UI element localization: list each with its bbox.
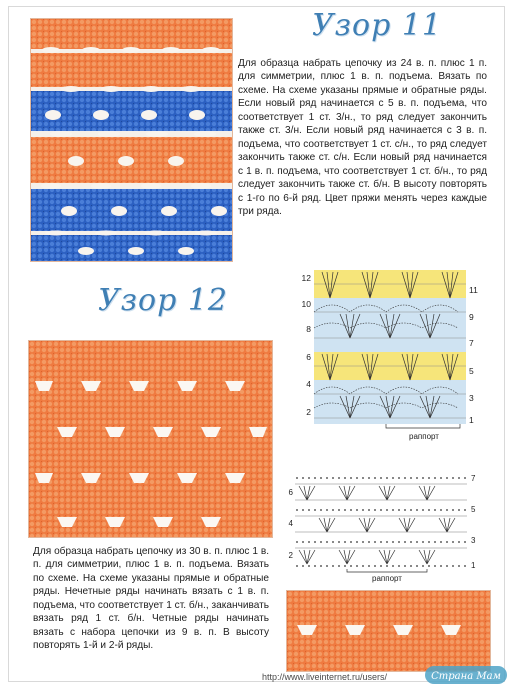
chart-11-row-9: 9: [469, 312, 474, 322]
chart-12-row-2: 2: [288, 551, 293, 560]
chart-11-row-5: 5: [469, 366, 474, 376]
chart-11-row-4: 4: [306, 379, 311, 389]
pattern-12-detail-photo: [286, 590, 491, 672]
chart-12-row-1: 1: [471, 561, 476, 570]
chart-12-row-4: 4: [288, 519, 293, 528]
pattern-11-photo: [30, 18, 233, 262]
site-watermark-logo: [425, 664, 507, 686]
chart-11-row-12: 12: [301, 273, 311, 283]
chart-11-row-10: 10: [301, 299, 311, 309]
pattern-11-title: Узор 11: [312, 8, 443, 43]
chart-12-row-6: 6: [288, 488, 293, 497]
pattern-11-instructions: Для образца набрать цепочку из 24 в. п. плюс 1 п. для симметрии, плюс 1 в. п. подъема. Вязать по схеме. На схеме указаны прямые и обратные ряды. Если новый ряд начинается с 5 в. п. подъема, что соответствует 1 ст. 3/н., то ряд следует закончить также ст. 3/н. Если новый ряд начинается с 3 в. п. подъема, что соответствует 1 ст. с/н., то ряд следует закончить также ст. с/н. Если новый ряд начинается с 1 в. п. подъема, что соответствует 1 ст. б/н., то ряд следует закончить также ст. б/н. В высоту повторять с 1-го по 6-й ряд. Цвет пряжи менять через каждые три ряда.: [238, 58, 487, 217]
chart-11-row-3: 3: [469, 393, 474, 403]
watermark-text: Страна Мам: [431, 671, 501, 682]
footer-url[interactable]: http://www.liveinternet.ru/users/: [262, 672, 388, 682]
pattern-12-chart: [283, 470, 485, 583]
chart-11-repeat-label: раппорт: [409, 432, 439, 441]
chart-12-row-7: 7: [471, 474, 476, 483]
chart-12-repeat-label: раппорт: [372, 574, 402, 583]
chart-11-row-6: 6: [306, 352, 311, 362]
chart-11-row-7: 7: [469, 338, 474, 348]
chart-11-row-1: 1: [469, 415, 474, 425]
chart-11-row-11: 11: [469, 285, 478, 295]
chart-12-row-3: 3: [471, 536, 476, 545]
pattern-11-chart: [300, 268, 482, 443]
chart-12-row-5: 5: [471, 505, 476, 514]
chart-11-row-2: 2: [306, 407, 311, 417]
pattern-12-title: Узор 12: [98, 283, 229, 318]
pattern-12-photo: [28, 340, 273, 538]
chart-11-row-8: 8: [306, 324, 311, 334]
pattern-12-instructions: Для образца набрать цепочку из 30 в. п. плюс 1 в. п. для симметрии, плюс 1 в. п. подъема. Вязать по схеме. На схеме указаны прямые и обратные ряды. Нечетные ряды начинать вязать с 1 в. п. подъема, что соответствует 1 ст. б/н., заканчивать вязать ряд 1 ст. б/н. Четные ряды начинать вязать с набора цепочки из 9 в. п. В высоту повторять 1-й и 2-й ряды.: [33, 546, 269, 652]
